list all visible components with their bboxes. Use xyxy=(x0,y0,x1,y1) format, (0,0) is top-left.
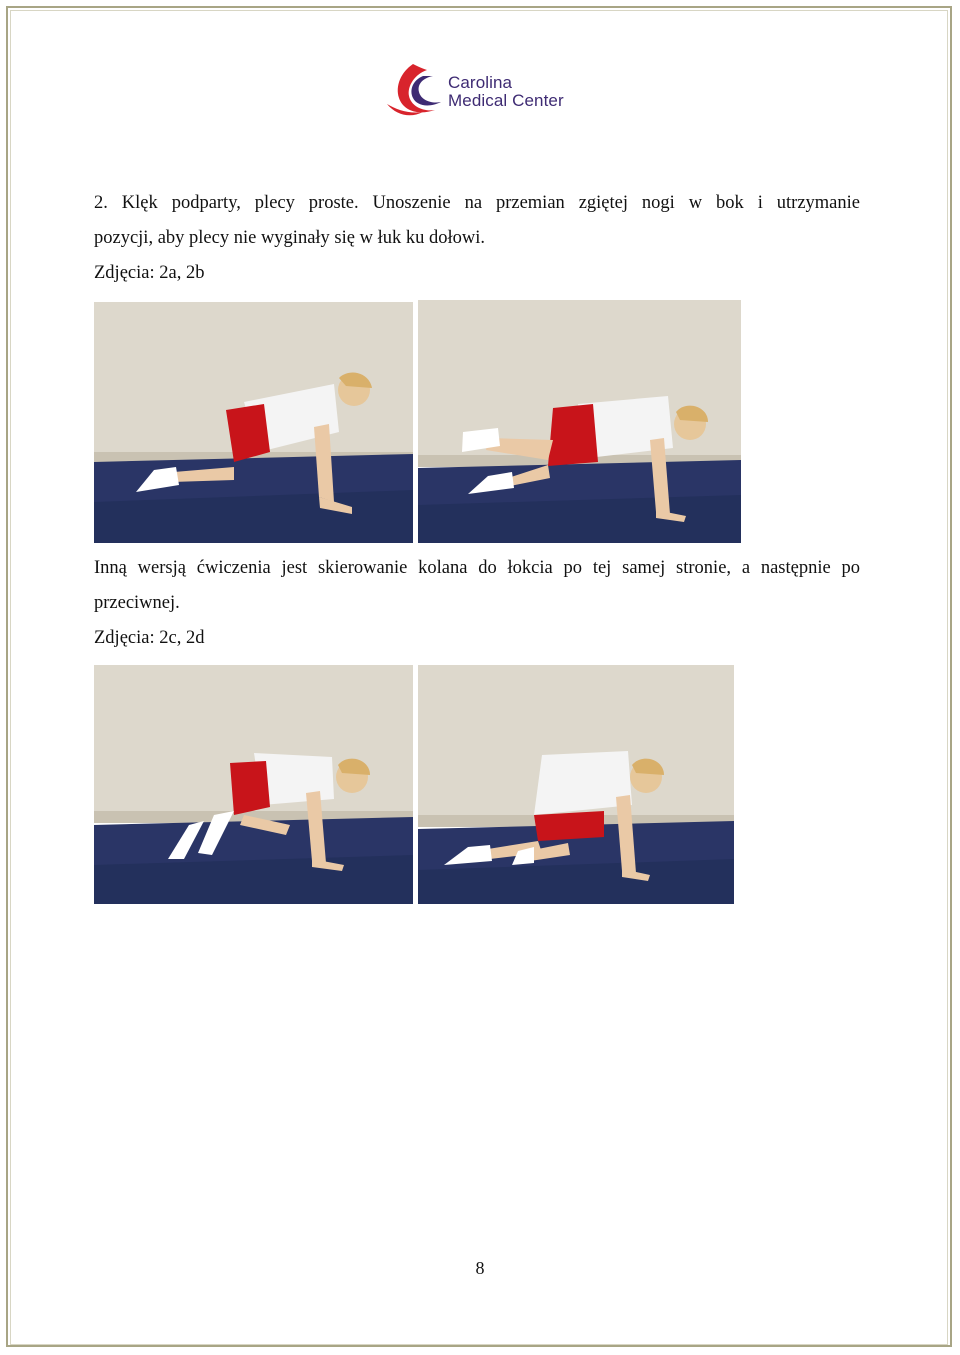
photo-2b xyxy=(418,300,741,543)
logo-line-1: Carolina xyxy=(448,73,513,92)
carolina-swoosh-logo-icon xyxy=(383,60,453,122)
photo-caption-2a-2b: Zdjęcia: 2a, 2b xyxy=(94,263,205,283)
exercise-2-line-1: 2. Klęk podparty, plecy proste. Unoszenie na przemian zgiętej nogi w bok i utrzymanie xyxy=(94,193,860,213)
photo-caption-2c-2d: Zdjęcia: 2c, 2d xyxy=(94,628,205,648)
exercise-2-variant-line-1: Inną wersją ćwiczenia jest skierowanie kolana do łokcia po tej samej stronie, a następnie po xyxy=(94,558,860,578)
logo-line-2: Medical Center xyxy=(448,91,564,110)
page-number: 8 xyxy=(475,1258,485,1278)
photo-2c xyxy=(94,665,413,904)
exercise-2-line-2: pozycji, aby plecy nie wyginały się w łuk ku dołowi. xyxy=(94,228,485,248)
exercise-2-variant-line-2: przeciwnej. xyxy=(94,593,180,613)
carolina-medical-center-logo xyxy=(383,60,583,122)
logo-wordmark xyxy=(448,74,564,110)
photo-2a xyxy=(94,302,413,543)
photo-2d xyxy=(418,665,734,904)
